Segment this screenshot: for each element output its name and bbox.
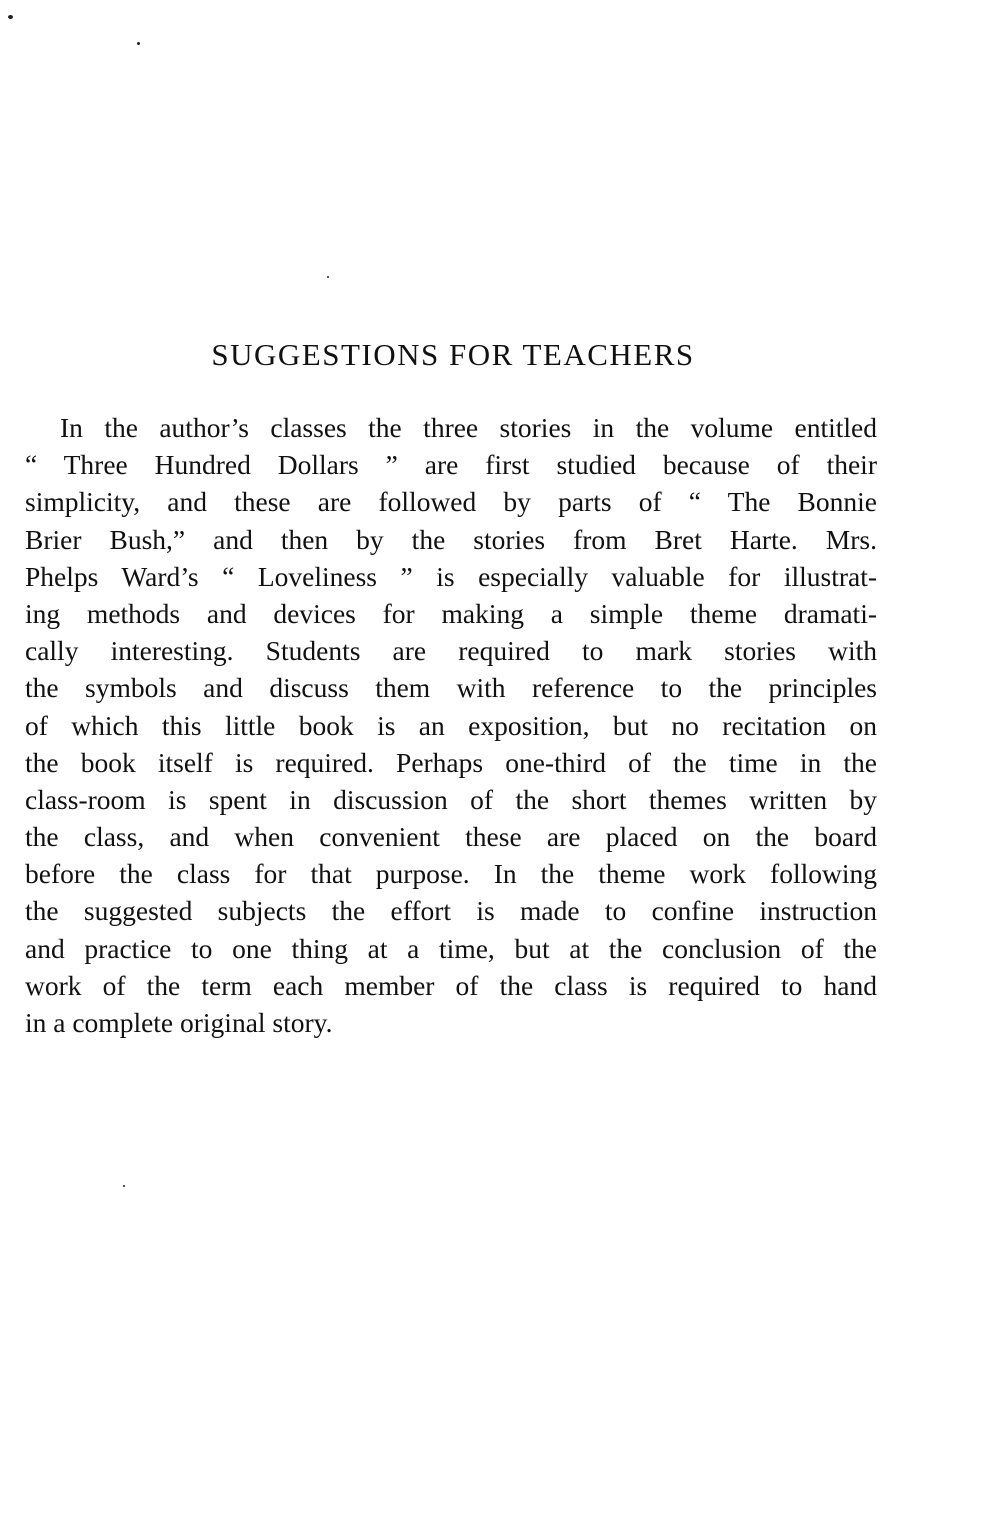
paragraph-line: of which this little book is an exposition, but no recitation on <box>25 709 877 741</box>
scan-speck <box>8 15 13 19</box>
paragraph-line: the suggested subjects the effort is made to confine instruction <box>25 895 877 927</box>
paragraph-line: work of the term each member of the class is required to hand <box>25 969 877 1001</box>
scan-speck <box>123 1185 125 1187</box>
paragraph-line: in a complete original story. <box>25 1007 333 1038</box>
paragraph-line: and practice to one thing at a time, but at the conclusion of the <box>25 932 877 964</box>
paragraph-line: Phelps Ward’s “ Loveliness ” is especially valuable for illustrat- <box>25 560 877 592</box>
body-paragraph <box>25 409 877 1041</box>
page-title: SUGGESTIONS FOR TEACHERS <box>211 337 695 372</box>
paragraph-line: the class, and when convenient these are placed on the board <box>25 821 877 853</box>
scan-speck <box>327 276 329 278</box>
paragraph-line: In the author’s classes the three stories in the volume entitled <box>60 412 877 443</box>
paragraph-line: the symbols and discuss them with reference to the principles <box>25 672 877 704</box>
paragraph-line: class-room is spent in discussion of the short themes written by <box>25 783 877 815</box>
paragraph-line: simplicity, and these are followed by parts of “ The Bonnie <box>25 486 877 518</box>
paragraph-line: the book itself is required. Perhaps one-third of the time in the <box>25 746 877 778</box>
scan-speck <box>137 42 140 45</box>
paragraph-line: Brier Bush,” and then by the stories from Bret Harte. Mrs. <box>25 523 877 555</box>
paragraph-line: cally interesting. Students are required to mark stories with <box>25 635 877 667</box>
paragraph-line: ing methods and devices for making a simple theme dramati- <box>25 597 877 629</box>
paragraph-line: before the class for that purpose. In the theme work following <box>25 858 877 890</box>
paragraph-line: “ Three Hundred Dollars ” are first studied because of their <box>25 449 877 481</box>
